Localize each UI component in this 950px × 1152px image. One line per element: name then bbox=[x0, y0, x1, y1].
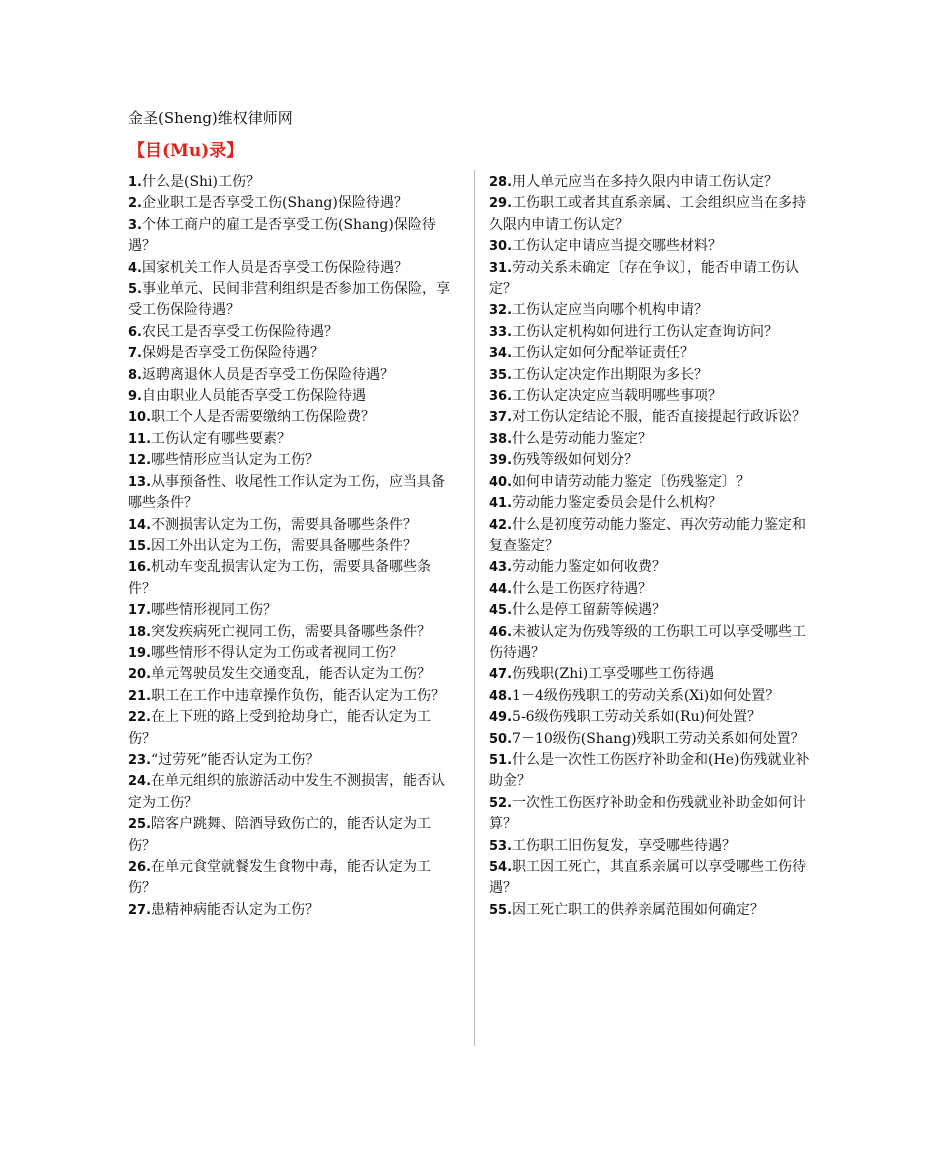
toc-item[interactable] bbox=[489, 343, 815, 364]
toc-item-number: 49. bbox=[489, 710, 513, 726]
toc-item-text: 7－10级伤(Shang)残职工劳动关系如何处置？ bbox=[512, 730, 805, 747]
toc-item[interactable] bbox=[128, 365, 450, 386]
toc-item[interactable] bbox=[489, 729, 815, 750]
toc-item-number: 35. bbox=[489, 367, 513, 383]
toc-item-text: 什么是初度劳动能力鉴定、再次劳动能力鉴定和复查鉴定？ bbox=[489, 516, 807, 554]
toc-item[interactable] bbox=[489, 857, 815, 900]
toc-item[interactable] bbox=[128, 771, 450, 814]
toc-item[interactable] bbox=[489, 236, 815, 257]
toc-item-number: 44. bbox=[489, 581, 513, 597]
toc-item-number: 27. bbox=[128, 902, 152, 918]
toc-item[interactable] bbox=[489, 407, 815, 428]
toc-item-text: 返聘离退休人员是否享受工伤保险待遇？ bbox=[141, 366, 394, 383]
toc-item-number: 48. bbox=[489, 688, 513, 704]
toc-item-text: 机动车变乱损害认定为工伤，需要具备哪些条件？ bbox=[128, 559, 432, 597]
toc-item-number: 37. bbox=[489, 410, 513, 426]
toc-item[interactable] bbox=[489, 322, 815, 343]
toc-item-text: 工伤认定决定应当载明哪些事项？ bbox=[512, 388, 723, 405]
toc-item[interactable] bbox=[128, 322, 450, 343]
toc-item-number: 39. bbox=[489, 453, 513, 469]
toc-item-text: 患精神病能否认定为工伤？ bbox=[151, 901, 320, 918]
toc-item-number: 46. bbox=[489, 624, 513, 640]
toc-item-number: 50. bbox=[489, 731, 513, 747]
toc-item-text: 在单元食堂就餐发生食物中毒，能否认定为工伤？ bbox=[128, 859, 432, 897]
toc-item-text: 1－4级伤残职工的劳动关系(Xi)如何处置？ bbox=[512, 687, 780, 704]
toc-item-number: 1. bbox=[128, 175, 142, 190]
toc-item[interactable] bbox=[489, 429, 815, 450]
toc-item[interactable] bbox=[128, 750, 450, 771]
toc-item[interactable] bbox=[489, 300, 815, 321]
toc-item-text: 工伤认定有哪些要素？ bbox=[151, 430, 292, 447]
toc-item[interactable] bbox=[128, 622, 450, 643]
toc-item-number: 11. bbox=[128, 431, 152, 447]
toc-item-number: 55. bbox=[489, 902, 513, 918]
toc-item-text: 未被认定为伤残等级的工伤职工可以享受哪些工伤待遇？ bbox=[489, 623, 807, 661]
toc-item[interactable] bbox=[489, 622, 815, 665]
toc-item[interactable] bbox=[128, 429, 450, 450]
toc-item[interactable] bbox=[489, 493, 815, 514]
toc-item-number: 41. bbox=[489, 496, 513, 512]
toc-item-text: 什么是停工留薪等候遇？ bbox=[512, 602, 667, 619]
toc-item[interactable] bbox=[489, 515, 815, 558]
toc-item[interactable] bbox=[128, 450, 450, 471]
toc-item[interactable] bbox=[128, 279, 450, 322]
toc-item-number: 45. bbox=[489, 603, 513, 619]
toc-item[interactable] bbox=[128, 536, 450, 557]
toc-item-text: 农民工是否享受工伤保险待遇？ bbox=[141, 323, 338, 340]
toc-item-text: 劳动能力鉴定委员会是什么机构？ bbox=[512, 495, 723, 512]
toc-item-text: 因工死亡职工的供养亲属范围如何确定？ bbox=[512, 901, 765, 918]
toc-item-text: 个体工商户的雇工是否享受工伤(Shang)保险待遇？ bbox=[128, 216, 436, 255]
toc-item-number: 26. bbox=[128, 860, 152, 875]
toc-item[interactable] bbox=[128, 600, 450, 621]
toc-item-text: 工伤职工旧伤复发，享受哪些待遇？ bbox=[512, 837, 737, 854]
toc-item[interactable] bbox=[489, 579, 815, 600]
toc-item-text: 哪些情形不得认定为工伤或者视同工伤？ bbox=[151, 644, 404, 661]
toc-item-number: 4. bbox=[128, 260, 142, 276]
toc-item-number: 52. bbox=[489, 795, 513, 811]
toc-item-number: 16. bbox=[128, 560, 152, 576]
toc-item-number: 24. bbox=[128, 774, 152, 790]
toc-item-number: 7. bbox=[128, 346, 142, 362]
toc-item-text: 工伤认定申请应当提交哪些材料？ bbox=[512, 238, 723, 255]
toc-item-text: 哪些情形视同工伤？ bbox=[151, 602, 278, 619]
toc-item[interactable] bbox=[128, 343, 450, 364]
toc-item-text: 什么是(Shi)工伤？ bbox=[141, 174, 260, 190]
toc-item-number: 14. bbox=[128, 517, 152, 533]
toc-item-number: 29. bbox=[489, 196, 513, 212]
toc-item[interactable] bbox=[128, 707, 450, 750]
toc-item[interactable] bbox=[489, 836, 815, 857]
toc-item-number: 9. bbox=[128, 389, 142, 405]
toc-item-number: 43. bbox=[489, 560, 513, 576]
toc-item[interactable] bbox=[489, 600, 815, 621]
toc-item[interactable] bbox=[489, 900, 815, 921]
toc-item-text: 不测损害认定为工伤，需要具备哪些条件？ bbox=[151, 516, 418, 533]
toc-item[interactable] bbox=[128, 193, 450, 214]
toc-item-number: 36. bbox=[489, 389, 513, 405]
toc-item-text: 单元驾驶员发生交通变乱，能否认定为工伤？ bbox=[151, 666, 432, 683]
toc-item-text: 一次性工伤医疗补助金和伤残就业补助金如何计算？ bbox=[489, 794, 807, 833]
toc-item-text: 如何申请劳动能力鉴定〔伤残鉴定〕？ bbox=[512, 473, 751, 490]
toc-item-number: 51. bbox=[489, 752, 513, 768]
toc-item-number: 30. bbox=[489, 239, 513, 255]
toc-left-column bbox=[128, 172, 450, 921]
toc-item[interactable] bbox=[489, 707, 815, 728]
toc-item-number: 15. bbox=[128, 538, 152, 554]
toc-item-number: 10. bbox=[128, 410, 152, 426]
toc-item-text: 工伤认定如何分配举证责任？ bbox=[512, 345, 695, 362]
toc-item[interactable] bbox=[489, 472, 815, 493]
toc-item-number: 19. bbox=[128, 645, 152, 661]
toc-item-text: 职工在工作中违章操作负伤，能否认定为工伤？ bbox=[151, 687, 446, 704]
toc-item-number: 53. bbox=[489, 838, 513, 854]
toc-item-text: 工伤职工或者其直系亲属、工会组织应当在多持久限内申请工伤认定？ bbox=[489, 195, 807, 233]
toc-item-text: 职工个人是否需要缴纳工伤保险费？ bbox=[151, 409, 376, 426]
toc-item-number: 31. bbox=[489, 260, 513, 276]
toc-item[interactable] bbox=[128, 386, 450, 407]
toc-item[interactable] bbox=[128, 643, 450, 664]
toc-item-text: 工伤认定决定作出期限为多长？ bbox=[512, 366, 709, 383]
toc-item-text: 用人单元应当在多持久限内申请工伤认定？ bbox=[512, 174, 779, 190]
toc-item-text: 什么是工伤医疗待遇？ bbox=[512, 580, 653, 597]
toc-item-text: 陪客户跳舞、陪酒导致伤亡的，能否认定为工伤？ bbox=[128, 816, 432, 854]
toc-item[interactable] bbox=[128, 814, 450, 857]
toc-item-number: 20. bbox=[128, 667, 152, 683]
toc-item[interactable] bbox=[128, 472, 450, 515]
toc-title: 【目(Mu)录】 bbox=[128, 141, 244, 161]
toc-item-text: 5-6级伤残职工劳动关系如(Ru)何处置？ bbox=[512, 709, 762, 726]
toc-item[interactable] bbox=[489, 386, 815, 407]
toc-item[interactable] bbox=[128, 172, 450, 193]
toc-item-number: 54. bbox=[489, 860, 513, 875]
toc-item-number: 22. bbox=[128, 710, 152, 726]
toc-item[interactable] bbox=[489, 193, 815, 236]
toc-item-text: 因工外出认定为工伤，需要具备哪些条件？ bbox=[151, 537, 418, 554]
toc-item[interactable] bbox=[489, 258, 815, 301]
toc-item[interactable] bbox=[489, 557, 815, 578]
toc-item-text: 职工因工死亡，其直系亲属可以享受哪些工伤待遇？ bbox=[489, 859, 807, 897]
toc-item-text: 事业单元、民间非营利组织是否参加工伤保险，享受工伤保险待遇？ bbox=[128, 281, 450, 319]
toc-item-text: 企业职工是否享受工伤(Shang)保险待遇？ bbox=[141, 195, 408, 212]
toc-item-number: 23. bbox=[128, 752, 152, 768]
toc-item-number: 17. bbox=[128, 603, 152, 619]
toc-item-number: 3. bbox=[128, 217, 142, 233]
toc-item-number: 28. bbox=[489, 175, 513, 190]
toc-item[interactable] bbox=[128, 686, 450, 707]
toc-item[interactable] bbox=[489, 664, 815, 685]
toc-item-number: 8. bbox=[128, 367, 142, 383]
toc-item[interactable] bbox=[489, 172, 815, 193]
toc-item[interactable] bbox=[128, 258, 450, 279]
toc-item-text: 工伤认定应当向哪个机构申请？ bbox=[512, 302, 709, 319]
toc-item[interactable] bbox=[128, 557, 450, 600]
toc-item[interactable] bbox=[128, 857, 450, 900]
toc-item-text: 工伤认定机构如何进行工伤认定查询访问？ bbox=[512, 323, 779, 340]
toc-item[interactable] bbox=[489, 450, 815, 471]
toc-item[interactable] bbox=[489, 686, 815, 707]
toc-item[interactable] bbox=[489, 365, 815, 386]
toc-item-text: 什么是一次性工伤医疗补助金和(He)伤残就业补助金？ bbox=[489, 751, 810, 790]
toc-item-text: 突发疾病死亡视同工伤，需要具备哪些条件？ bbox=[151, 623, 432, 640]
toc-item-number: 42. bbox=[489, 517, 513, 533]
toc-item-number: 13. bbox=[128, 474, 152, 490]
toc-item-number: 21. bbox=[128, 688, 152, 704]
toc-item-text: 保姆是否享受工伤保险待遇？ bbox=[141, 345, 324, 362]
toc-item-number: 6. bbox=[128, 324, 142, 340]
toc-item[interactable] bbox=[128, 407, 450, 428]
toc-item-text: 在上下班的路上受到抢劫身亡，能否认定为工伤？ bbox=[128, 709, 432, 747]
toc-item-number: 34. bbox=[489, 346, 513, 362]
toc-item-text: 伤残职(Zhi)工享受哪些工伤待遇 bbox=[512, 666, 715, 683]
toc-item-number: 47. bbox=[489, 667, 513, 683]
toc-item-number: 2. bbox=[128, 196, 142, 212]
toc-item-number: 5. bbox=[128, 282, 142, 298]
toc-item-text: 伤残等级如何划分？ bbox=[512, 452, 639, 469]
toc-right-column bbox=[489, 172, 815, 921]
toc-item-text: “过劳死”能否认定为工伤？ bbox=[151, 751, 320, 768]
toc-item[interactable] bbox=[489, 793, 815, 836]
toc-item-number: 40. bbox=[489, 474, 513, 490]
toc-item[interactable] bbox=[128, 900, 450, 921]
site-name-header: 金圣(Sheng)维权律师网 bbox=[128, 109, 293, 127]
column-divider bbox=[474, 170, 475, 1046]
toc-item-text: 什么是劳动能力鉴定？ bbox=[512, 430, 653, 447]
toc-item[interactable] bbox=[489, 750, 815, 793]
toc-item-number: 32. bbox=[489, 303, 513, 319]
toc-item-number: 12. bbox=[128, 453, 152, 469]
toc-item-number: 25. bbox=[128, 817, 152, 833]
toc-item-text: 自由职业人员能否享受工伤保险待遇 bbox=[141, 388, 366, 405]
toc-item-number: 38. bbox=[489, 431, 513, 447]
toc-item-text: 哪些情形应当认定为工伤？ bbox=[151, 452, 320, 469]
toc-item-text: 国家机关工作人员是否享受工伤保险待遇？ bbox=[141, 259, 408, 276]
toc-item-text: 从事预备性、收尾性工作认定为工伤，应当具备哪些条件？ bbox=[128, 473, 446, 512]
toc-item-text: 劳动关系未确定〔存在争议〕，能否申请工伤认定？ bbox=[489, 259, 800, 298]
toc-item[interactable] bbox=[128, 515, 450, 536]
toc-item-text: 劳动能力鉴定如何收费？ bbox=[512, 559, 667, 576]
toc-item[interactable] bbox=[128, 664, 450, 685]
toc-item-text: 对工伤认定结论不服，能否直接提起行政诉讼？ bbox=[512, 409, 807, 426]
toc-item-number: 33. bbox=[489, 324, 513, 340]
toc-item[interactable] bbox=[128, 215, 450, 258]
toc-item-number: 18. bbox=[128, 624, 152, 640]
toc-item-text: 在单元组织的旅游活动中发生不测损害，能否认定为工伤？ bbox=[128, 773, 446, 811]
